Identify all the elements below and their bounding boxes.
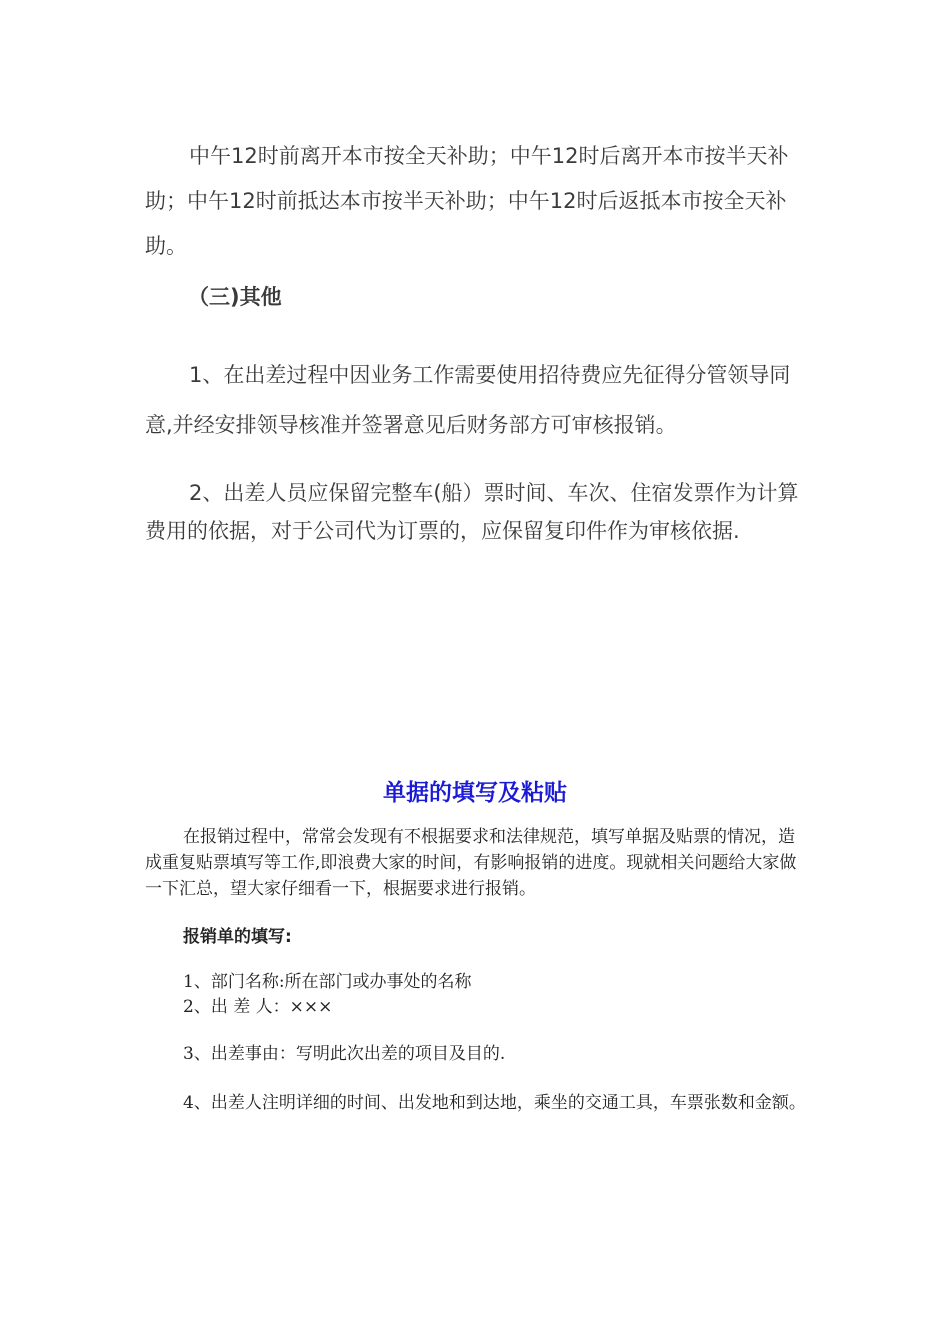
heading-other: （三)其他 [188,285,282,309]
list-item: 4、出差人注明详细的时间、出发地和到达地，乘坐的交通工具，车票张数和金额。 [183,1093,806,1113]
item-1-paragraph: 1、在出差过程中因业务工作需要使用招待费应先征得分管领导同意,并经安排领导核准并签署意见后财务部方可审核报销。 [145,363,791,437]
list-item: 3、出差事由：写明此次出差的项目及目的. [183,1044,506,1064]
form-subheading: 报销单的填写: [183,927,292,947]
item-2-paragraph: 2、出差人员应保留完整车(船）票时间、车次、住宿发票作为计算费用的依据，对于公司代为订票的，应保留复印件作为审核依据. [145,481,799,543]
intro-paragraph: 在报销过程中，常常会发现有不根据要求和法律规范，填写单据及贴票的情况，造成重复贴票填写等工作,即浪费大家的时间，有影响报销的进度。现就相关问题给大家做一下汇总，望大家仔细看一下，根据要求进行报销。 [145,827,797,899]
section-title: 单据的填写及粘贴 [383,780,567,806]
list-item: 2、出 差 人：××× [183,997,333,1017]
list-item: 1、部门名称:所在部门或办事处的名称 [183,972,472,992]
subsidy-paragraph: 中午12时前离开本市按全天补助；中午12时后离开本市按半天补助；中午12时前抵达本市按半天补助；中午12时后返抵本市按全天补助。 [145,144,789,258]
